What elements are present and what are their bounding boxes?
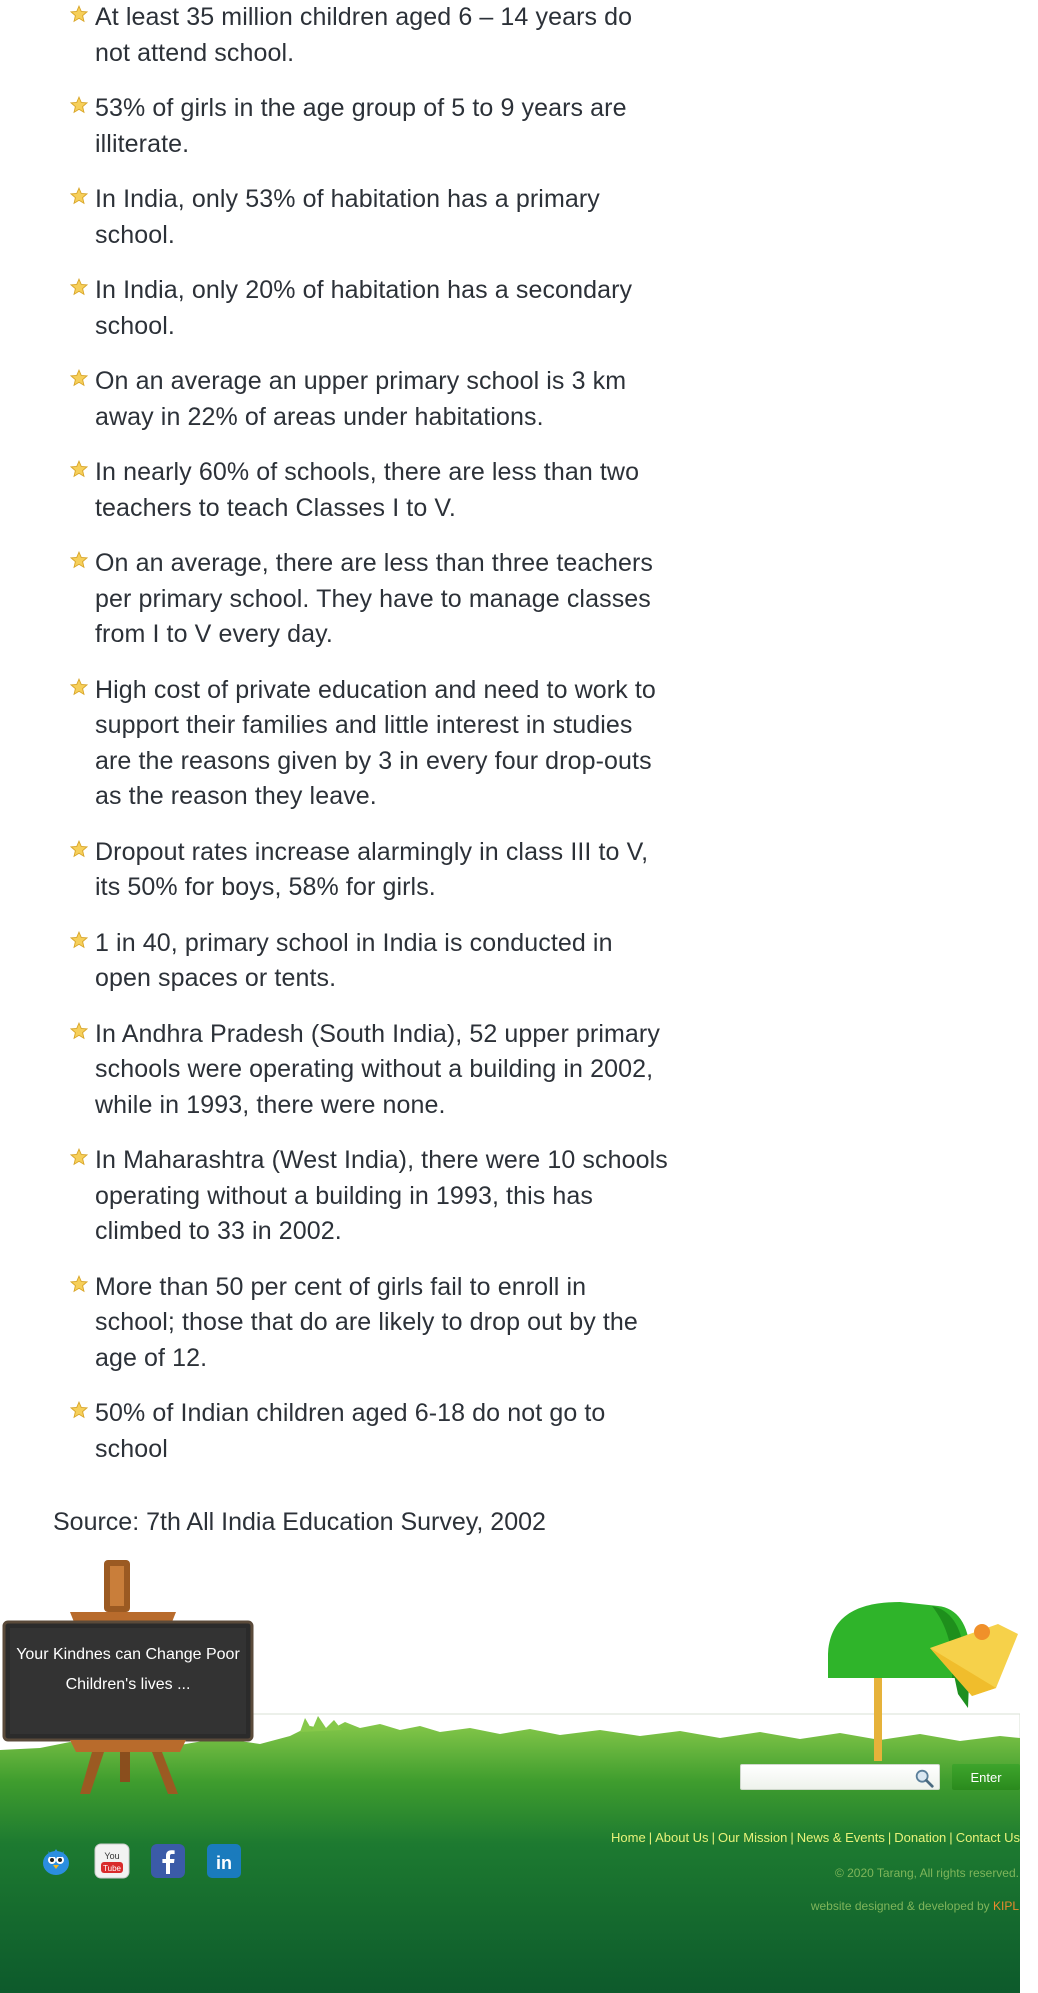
fact-text: On an average an upper primary school is 3 km away in 22% of areas under habitations. (95, 367, 627, 431)
star-icon (70, 840, 88, 858)
fact-item (70, 835, 670, 906)
fact-item (70, 455, 670, 526)
page-edge (1020, 1540, 1038, 1993)
star-icon (70, 278, 88, 296)
nav-separator: | (711, 1830, 715, 1845)
fact-text: At least 35 million children aged 6 – 14 years do not attend school. (95, 3, 633, 67)
star-icon (70, 187, 88, 205)
fact-item (70, 273, 670, 344)
star-icon (70, 1022, 88, 1040)
fact-item (70, 546, 670, 653)
nav-separator: | (949, 1830, 953, 1845)
star-icon (70, 460, 88, 478)
fact-text: In Maharashtra (West India), there were 10 schools operating without a building in 1993, this has climbed to 33 in 2002. (95, 1146, 668, 1245)
fact-item (70, 364, 670, 435)
footer-nav (611, 1830, 1020, 1845)
footer-link-home[interactable]: Home (611, 1830, 646, 1845)
fact-item (70, 91, 670, 162)
nav-separator: | (790, 1830, 794, 1845)
mailbox-illustration (820, 1596, 1020, 1761)
svg-text:Tube: Tube (103, 1864, 121, 1873)
fact-list (70, 0, 670, 1467)
fact-item (70, 673, 670, 815)
twitter-icon[interactable] (38, 1843, 74, 1879)
fact-text: On an average, there are less than three teachers per primary school. They have to manage classes from I to V every day. (95, 549, 654, 648)
fact-item (70, 0, 670, 71)
credit-prefix: website designed & developed by (810, 1899, 990, 1913)
fact-item (70, 1143, 670, 1250)
fact-text: 50% of Indian children aged 6-18 do not go to school (95, 1399, 606, 1463)
star-icon (70, 369, 88, 387)
star-icon (70, 678, 88, 696)
svg-text:in: in (216, 1853, 232, 1873)
fact-text: In nearly 60% of schools, there are less than two teachers to teach Classes I to V. (95, 458, 640, 522)
footer-link-contact[interactable]: Contact Us (955, 1830, 1020, 1845)
fact-text: 1 in 40, primary school in India is conducted in open spaces or tents. (95, 928, 613, 992)
fact-item (70, 1017, 670, 1124)
facebook-icon[interactable] (150, 1843, 186, 1879)
svg-text:You: You (104, 1851, 120, 1861)
easel-line: Your Kindnes can Change Poor (16, 1646, 240, 1663)
fact-item (70, 1270, 670, 1377)
source-note: Source: 7th All India Education Survey, 2002 (53, 1508, 546, 1536)
fact-text: In India, only 20% of habitation has a secondary school. (95, 276, 633, 340)
star-icon (70, 96, 88, 114)
footer-link-about[interactable]: About Us (655, 1830, 709, 1845)
fact-item (70, 1396, 670, 1467)
search-icon[interactable] (913, 1767, 935, 1789)
star-icon (70, 1401, 88, 1419)
fact-item (70, 926, 670, 997)
star-icon (70, 931, 88, 949)
footer-link-mission[interactable]: Our Mission (717, 1830, 788, 1845)
credit-text (811, 1899, 1019, 1913)
footer-link-news[interactable]: News & Events (796, 1830, 885, 1845)
search-input[interactable] (745, 1768, 909, 1788)
nav-separator: | (887, 1830, 892, 1845)
star-icon (70, 5, 88, 23)
fact-text: In Andhra Pradesh (South India), 52 upper primary schools were operating without a building in 2002, while in 1993, there were none. (95, 1019, 660, 1119)
fact-item (70, 182, 670, 253)
fact-text: 53% of girls in the age group of 5 to 9 years are illiterate. (95, 94, 627, 158)
footer-link-donation[interactable]: Donation (894, 1830, 947, 1845)
credit-brand-link[interactable]: KIPL (992, 1899, 1019, 1913)
star-icon (70, 1275, 88, 1293)
nav-separator: | (648, 1830, 653, 1845)
linkedin-icon[interactable] (206, 1843, 242, 1879)
star-icon (70, 1148, 88, 1166)
easel-line: Children's lives ... (65, 1676, 191, 1693)
easel-message (6, 1640, 250, 1700)
fact-text: Dropout rates increase alarmingly in class III to V, its 50% for boys, 58% for girls. (95, 837, 649, 901)
fact-text: High cost of private education and need to work to support their families and little interest in studies are the reasons given by 3 in every four drop-outs as the reason they leave. (95, 675, 656, 810)
enter-button[interactable]: Enter (952, 1764, 1020, 1790)
search-box (740, 1764, 940, 1790)
copyright-text: © 2020 Tarang, All rights reserved. (834, 1866, 1019, 1880)
fact-text: In India, only 53% of habitation has a primary school. (95, 185, 600, 249)
youtube-icon[interactable] (94, 1843, 130, 1879)
fact-text: More than 50 per cent of girls fail to enroll in school; those that do are likely to drop out by the age of 12. (95, 1272, 638, 1372)
star-icon (70, 551, 88, 569)
